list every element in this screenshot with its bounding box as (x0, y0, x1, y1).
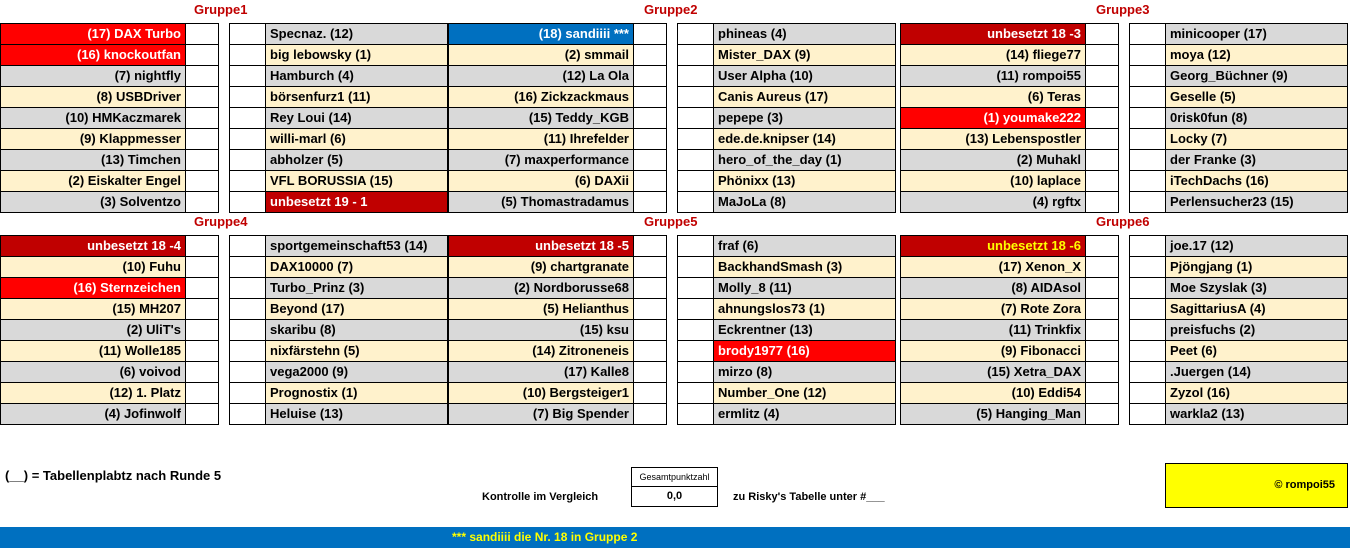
score-cell[interactable] (1085, 65, 1119, 87)
score-cell[interactable] (1129, 277, 1166, 299)
credit-box: © rompoi55 (1165, 463, 1348, 508)
right-player-cell[interactable]: Perlensucher23 (15) (1165, 191, 1348, 213)
group-title: Gruppe1 (194, 2, 248, 17)
left-player-cell[interactable]: (18) sandiiii *** (448, 23, 634, 45)
left-player-cell[interactable]: (12) La Ola (448, 65, 634, 87)
right-player-cell[interactable]: moya (12) (1165, 44, 1348, 66)
right-player-cell[interactable]: Locky (7) (1165, 128, 1348, 150)
right-player-cell[interactable]: Canis Aureus (17) (713, 86, 896, 108)
right-player-cell[interactable]: börsenfurz1 (11) (265, 86, 448, 108)
left-player-cell[interactable]: (7) nightfly (0, 65, 186, 87)
right-player-cell[interactable]: BackhandSmash (3) (713, 256, 896, 278)
left-player-cell[interactable]: (7) Big Spender (448, 403, 634, 425)
group-title: Gruppe5 (644, 214, 698, 229)
left-player-cell[interactable]: (7) Rote Zora (900, 298, 1086, 320)
right-player-cell[interactable]: pepepe (3) (713, 107, 896, 129)
legend-text: (__) = Tabellenplabtz nach Runde 5 (5, 468, 222, 483)
score-cell[interactable] (1085, 86, 1119, 108)
right-player-cell[interactable]: Pjöngjang (1) (1165, 256, 1348, 278)
left-player-cell[interactable]: (10) HMKaczmarek (0, 107, 186, 129)
right-player-cell[interactable]: .Juergen (14) (1165, 361, 1348, 383)
score-cell[interactable] (1085, 256, 1119, 278)
score-cell[interactable] (1085, 340, 1119, 362)
score-cell[interactable] (677, 298, 714, 320)
score-cell[interactable] (1085, 235, 1119, 257)
footer-banner (0, 527, 1350, 548)
score-cell[interactable] (677, 403, 714, 425)
score-cell[interactable] (229, 128, 266, 150)
right-player-cell[interactable]: Mister_DAX (9) (713, 44, 896, 66)
score-cell[interactable] (1085, 149, 1119, 171)
right-player-cell[interactable]: Zyzol (16) (1165, 382, 1348, 404)
left-player-cell[interactable]: (13) Lebenspostler (900, 128, 1086, 150)
left-player-cell[interactable]: (11) Ihrefelder (448, 128, 634, 150)
left-player-cell[interactable]: (9) chartgranate (448, 256, 634, 278)
right-player-cell[interactable]: preisfuchs (2) (1165, 319, 1348, 341)
left-player-cell[interactable]: (16) Zickzackmaus (448, 86, 634, 108)
score-cell[interactable] (1129, 128, 1166, 150)
left-player-cell[interactable]: unbesetzt 18 -5 (448, 235, 634, 257)
right-player-cell[interactable]: skaribu (8) (265, 319, 448, 341)
score-cell[interactable] (1085, 23, 1119, 45)
right-player-cell[interactable]: Phönixx (13) (713, 170, 896, 192)
right-player-cell[interactable]: joe.17 (12) (1165, 235, 1348, 257)
left-player-cell[interactable]: (15) ksu (448, 319, 634, 341)
score-cell[interactable] (677, 107, 714, 129)
score-cell[interactable] (1129, 107, 1166, 129)
left-player-cell[interactable]: (1) youmake222 (900, 107, 1086, 129)
score-cell[interactable] (229, 235, 266, 257)
left-player-cell[interactable]: (2) Muhakl (900, 149, 1086, 171)
left-player-cell[interactable]: unbesetzt 18 -4 (0, 235, 186, 257)
score-cell[interactable] (633, 128, 667, 150)
score-cell[interactable] (185, 235, 219, 257)
right-player-cell[interactable]: warkla2 (13) (1165, 403, 1348, 425)
score-cell[interactable] (185, 382, 219, 404)
score-cell[interactable] (185, 340, 219, 362)
left-player-cell[interactable]: (9) Fibonacci (900, 340, 1086, 362)
score-cell[interactable] (185, 128, 219, 150)
right-player-cell[interactable]: ermlitz (4) (713, 403, 896, 425)
score-cell[interactable] (633, 382, 667, 404)
score-cell[interactable] (677, 23, 714, 45)
score-cell[interactable] (1085, 277, 1119, 299)
right-player-cell[interactable]: 0risk0fun (8) (1165, 107, 1348, 129)
score-cell[interactable] (1129, 23, 1166, 45)
left-player-cell[interactable]: (2) Nordborusse68 (448, 277, 634, 299)
score-cell[interactable] (677, 382, 714, 404)
score-cell[interactable] (677, 128, 714, 150)
right-player-cell[interactable]: Prognostix (1) (265, 382, 448, 404)
left-player-cell[interactable]: (2) UliT's (0, 319, 186, 341)
score-cell[interactable] (1085, 361, 1119, 383)
left-player-cell[interactable]: (11) Wolle185 (0, 340, 186, 362)
score-cell[interactable] (633, 44, 667, 66)
score-cell[interactable] (185, 256, 219, 278)
score-cell[interactable] (185, 403, 219, 425)
right-player-cell[interactable]: Specnaz. (12) (265, 23, 448, 45)
group-title: Gruppe4 (194, 214, 248, 229)
score-cell[interactable] (1129, 256, 1166, 278)
risky-label: zu Risky's Tabelle unter #___ (733, 491, 885, 503)
right-player-cell[interactable]: big lebowsky (1) (265, 44, 448, 66)
score-cell[interactable] (185, 170, 219, 192)
score-cell[interactable] (1129, 191, 1166, 213)
group-title: Gruppe2 (644, 2, 698, 17)
score-cell[interactable] (633, 403, 667, 425)
left-player-cell[interactable]: (7) maxperformance (448, 149, 634, 171)
right-player-cell[interactable]: abholzer (5) (265, 149, 448, 171)
score-cell[interactable] (677, 340, 714, 362)
left-player-cell[interactable]: (5) Helianthus (448, 298, 634, 320)
right-player-cell[interactable]: nixfärstehn (5) (265, 340, 448, 362)
score-cell[interactable] (1085, 128, 1119, 150)
right-player-cell[interactable]: User Alpha (10) (713, 65, 896, 87)
right-player-cell[interactable]: iTechDachs (16) (1165, 170, 1348, 192)
right-player-cell[interactable]: sportgemeinschaft53 (14) (265, 235, 448, 257)
score-cell[interactable] (677, 235, 714, 257)
left-player-cell[interactable]: (11) rompoi55 (900, 65, 1086, 87)
right-player-cell[interactable]: Number_One (12) (713, 382, 896, 404)
right-player-cell[interactable]: der Franke (3) (1165, 149, 1348, 171)
score-cell[interactable] (229, 277, 266, 299)
score-cell[interactable] (185, 23, 219, 45)
left-player-cell[interactable]: (10) Bergsteiger1 (448, 382, 634, 404)
score-cell[interactable] (633, 170, 667, 192)
score-cell[interactable] (1085, 170, 1119, 192)
right-player-cell[interactable]: hero_of_the_day (1) (713, 149, 896, 171)
right-player-cell[interactable]: ede.de.knipser (14) (713, 128, 896, 150)
score-cell[interactable] (185, 191, 219, 213)
score-cell[interactable] (633, 256, 667, 278)
score-cell[interactable] (1129, 65, 1166, 87)
score-cell[interactable] (677, 319, 714, 341)
score-cell[interactable] (229, 65, 266, 87)
score-cell[interactable] (1129, 86, 1166, 108)
score-cell[interactable] (229, 170, 266, 192)
left-player-cell[interactable]: (17) Xenon_X (900, 256, 1086, 278)
right-player-cell[interactable]: Georg_Büchner (9) (1165, 65, 1348, 87)
left-player-cell[interactable]: (6) Teras (900, 86, 1086, 108)
right-player-cell[interactable]: vega2000 (9) (265, 361, 448, 383)
left-player-cell[interactable]: (12) 1. Platz (0, 382, 186, 404)
gesamtpunktzahl-label: Gesamtpunktzahl (631, 467, 718, 487)
left-player-cell[interactable]: (10) Eddi54 (900, 382, 1086, 404)
score-cell[interactable] (677, 65, 714, 87)
right-player-cell[interactable]: unbesetzt 19 - 1 (265, 191, 448, 213)
score-cell[interactable] (185, 149, 219, 171)
score-cell[interactable] (1129, 44, 1166, 66)
score-cell[interactable] (633, 107, 667, 129)
score-cell[interactable] (677, 361, 714, 383)
score-cell[interactable] (633, 298, 667, 320)
right-player-cell[interactable]: Molly_8 (11) (713, 277, 896, 299)
left-player-cell[interactable]: (17) DAX Turbo (0, 23, 186, 45)
right-player-cell[interactable]: brody1977 (16) (713, 340, 896, 362)
score-cell[interactable] (1129, 170, 1166, 192)
score-cell[interactable] (633, 340, 667, 362)
score-cell[interactable] (677, 191, 714, 213)
left-player-cell[interactable]: (4) rgftx (900, 191, 1086, 213)
right-player-cell[interactable]: DAX10000 (7) (265, 256, 448, 278)
right-player-cell[interactable]: ahnungslos73 (1) (713, 298, 896, 320)
score-cell[interactable] (1085, 107, 1119, 129)
score-cell[interactable] (677, 86, 714, 108)
score-cell[interactable] (229, 361, 266, 383)
left-player-cell[interactable]: (2) Eiskalter Engel (0, 170, 186, 192)
score-cell[interactable] (185, 86, 219, 108)
score-cell[interactable] (1129, 403, 1166, 425)
score-cell[interactable] (633, 319, 667, 341)
left-player-cell[interactable]: (14) Zitroneneis (448, 340, 634, 362)
score-cell[interactable] (677, 256, 714, 278)
score-cell[interactable] (185, 44, 219, 66)
score-cell[interactable] (633, 235, 667, 257)
left-player-cell[interactable]: (3) Solventzo (0, 191, 186, 213)
right-player-cell[interactable]: MaJoLa (8) (713, 191, 896, 213)
left-player-cell[interactable]: (5) Hanging_Man (900, 403, 1086, 425)
left-player-cell[interactable]: (8) AIDAsol (900, 277, 1086, 299)
score-cell[interactable] (1085, 403, 1119, 425)
left-player-cell[interactable]: (17) Kalle8 (448, 361, 634, 383)
score-cell[interactable] (1129, 235, 1166, 257)
score-cell[interactable] (1129, 149, 1166, 171)
right-player-cell[interactable]: mirzo (8) (713, 361, 896, 383)
left-player-cell[interactable]: (15) Teddy_KGB (448, 107, 634, 129)
score-cell[interactable] (185, 277, 219, 299)
score-cell[interactable] (229, 191, 266, 213)
left-player-cell[interactable]: (14) fliege77 (900, 44, 1086, 66)
score-cell[interactable] (1129, 319, 1166, 341)
score-cell[interactable] (633, 361, 667, 383)
score-cell[interactable] (633, 149, 667, 171)
score-cell[interactable] (1085, 319, 1119, 341)
left-player-cell[interactable]: (5) Thomastradamus (448, 191, 634, 213)
score-cell[interactable] (185, 65, 219, 87)
group-title: Gruppe6 (1096, 214, 1150, 229)
left-player-cell[interactable]: (6) voivod (0, 361, 186, 383)
left-player-cell[interactable]: (4) Jofinwolf (0, 403, 186, 425)
left-player-cell[interactable]: (15) MH207 (0, 298, 186, 320)
right-player-cell[interactable]: Rey Loui (14) (265, 107, 448, 129)
right-player-cell[interactable]: Geselle (5) (1165, 86, 1348, 108)
right-player-cell[interactable]: Hamburch (4) (265, 65, 448, 87)
score-cell[interactable] (185, 298, 219, 320)
right-player-cell[interactable]: Moe Szyslak (3) (1165, 277, 1348, 299)
score-cell[interactable] (1129, 298, 1166, 320)
right-player-cell[interactable]: fraf (6) (713, 235, 896, 257)
right-player-cell[interactable]: Turbo_Prinz (3) (265, 277, 448, 299)
right-player-cell[interactable]: phineas (4) (713, 23, 896, 45)
left-player-cell[interactable]: unbesetzt 18 -6 (900, 235, 1086, 257)
score-cell[interactable] (185, 319, 219, 341)
right-player-cell[interactable]: willi-marl (6) (265, 128, 448, 150)
left-player-cell[interactable]: (6) DAXii (448, 170, 634, 192)
score-cell[interactable] (229, 319, 266, 341)
group-title: Gruppe3 (1096, 2, 1150, 17)
banner-text: *** sandiiii die Nr. 18 in Gruppe 2 (452, 530, 638, 544)
right-player-cell[interactable]: minicooper (17) (1165, 23, 1348, 45)
score-cell[interactable] (229, 107, 266, 129)
right-player-cell[interactable]: Eckrentner (13) (713, 319, 896, 341)
score-cell[interactable] (185, 107, 219, 129)
score-cell[interactable] (229, 86, 266, 108)
left-player-cell[interactable]: (16) knockoutfan (0, 44, 186, 66)
left-player-cell[interactable]: (9) Klappmesser (0, 128, 186, 150)
right-player-cell[interactable]: Heluise (13) (265, 403, 448, 425)
score-cell[interactable] (1129, 340, 1166, 362)
score-cell[interactable] (633, 86, 667, 108)
score-cell[interactable] (229, 382, 266, 404)
score-cell[interactable] (229, 23, 266, 45)
score-cell[interactable] (677, 44, 714, 66)
left-player-cell[interactable]: (13) Timchen (0, 149, 186, 171)
score-cell[interactable] (185, 361, 219, 383)
left-player-cell[interactable]: (10) Fuhu (0, 256, 186, 278)
score-cell[interactable] (677, 170, 714, 192)
score-cell[interactable] (677, 277, 714, 299)
score-cell[interactable] (633, 65, 667, 87)
score-cell[interactable] (677, 149, 714, 171)
score-cell[interactable] (229, 298, 266, 320)
score-cell[interactable] (1129, 382, 1166, 404)
gesamtpunktzahl-value[interactable]: 0,0 (631, 486, 718, 507)
score-cell[interactable] (1085, 191, 1119, 213)
score-cell[interactable] (229, 403, 266, 425)
score-cell[interactable] (1129, 361, 1166, 383)
score-cell[interactable] (229, 149, 266, 171)
left-player-cell[interactable]: (16) Sternzeichen (0, 277, 186, 299)
right-player-cell[interactable]: SagittariusA (4) (1165, 298, 1348, 320)
right-player-cell[interactable]: VFL BORUSSIA (15) (265, 170, 448, 192)
left-player-cell[interactable]: (2) smmail (448, 44, 634, 66)
score-cell[interactable] (1085, 298, 1119, 320)
left-player-cell[interactable]: (11) Trinkfix (900, 319, 1086, 341)
kontrolle-label: Kontrolle im Vergleich (482, 491, 599, 503)
score-cell[interactable] (633, 277, 667, 299)
score-cell[interactable] (633, 191, 667, 213)
score-cell[interactable] (1085, 382, 1119, 404)
left-player-cell[interactable]: (10) laplace (900, 170, 1086, 192)
left-player-cell[interactable]: (8) USBDriver (0, 86, 186, 108)
score-cell[interactable] (229, 340, 266, 362)
score-cell[interactable] (1085, 44, 1119, 66)
score-cell[interactable] (633, 23, 667, 45)
score-cell[interactable] (229, 44, 266, 66)
right-player-cell[interactable]: Peet (6) (1165, 340, 1348, 362)
right-player-cell[interactable]: Beyond (17) (265, 298, 448, 320)
score-cell[interactable] (229, 256, 266, 278)
left-player-cell[interactable]: (15) Xetra_DAX (900, 361, 1086, 383)
left-player-cell[interactable]: unbesetzt 18 -3 (900, 23, 1086, 45)
